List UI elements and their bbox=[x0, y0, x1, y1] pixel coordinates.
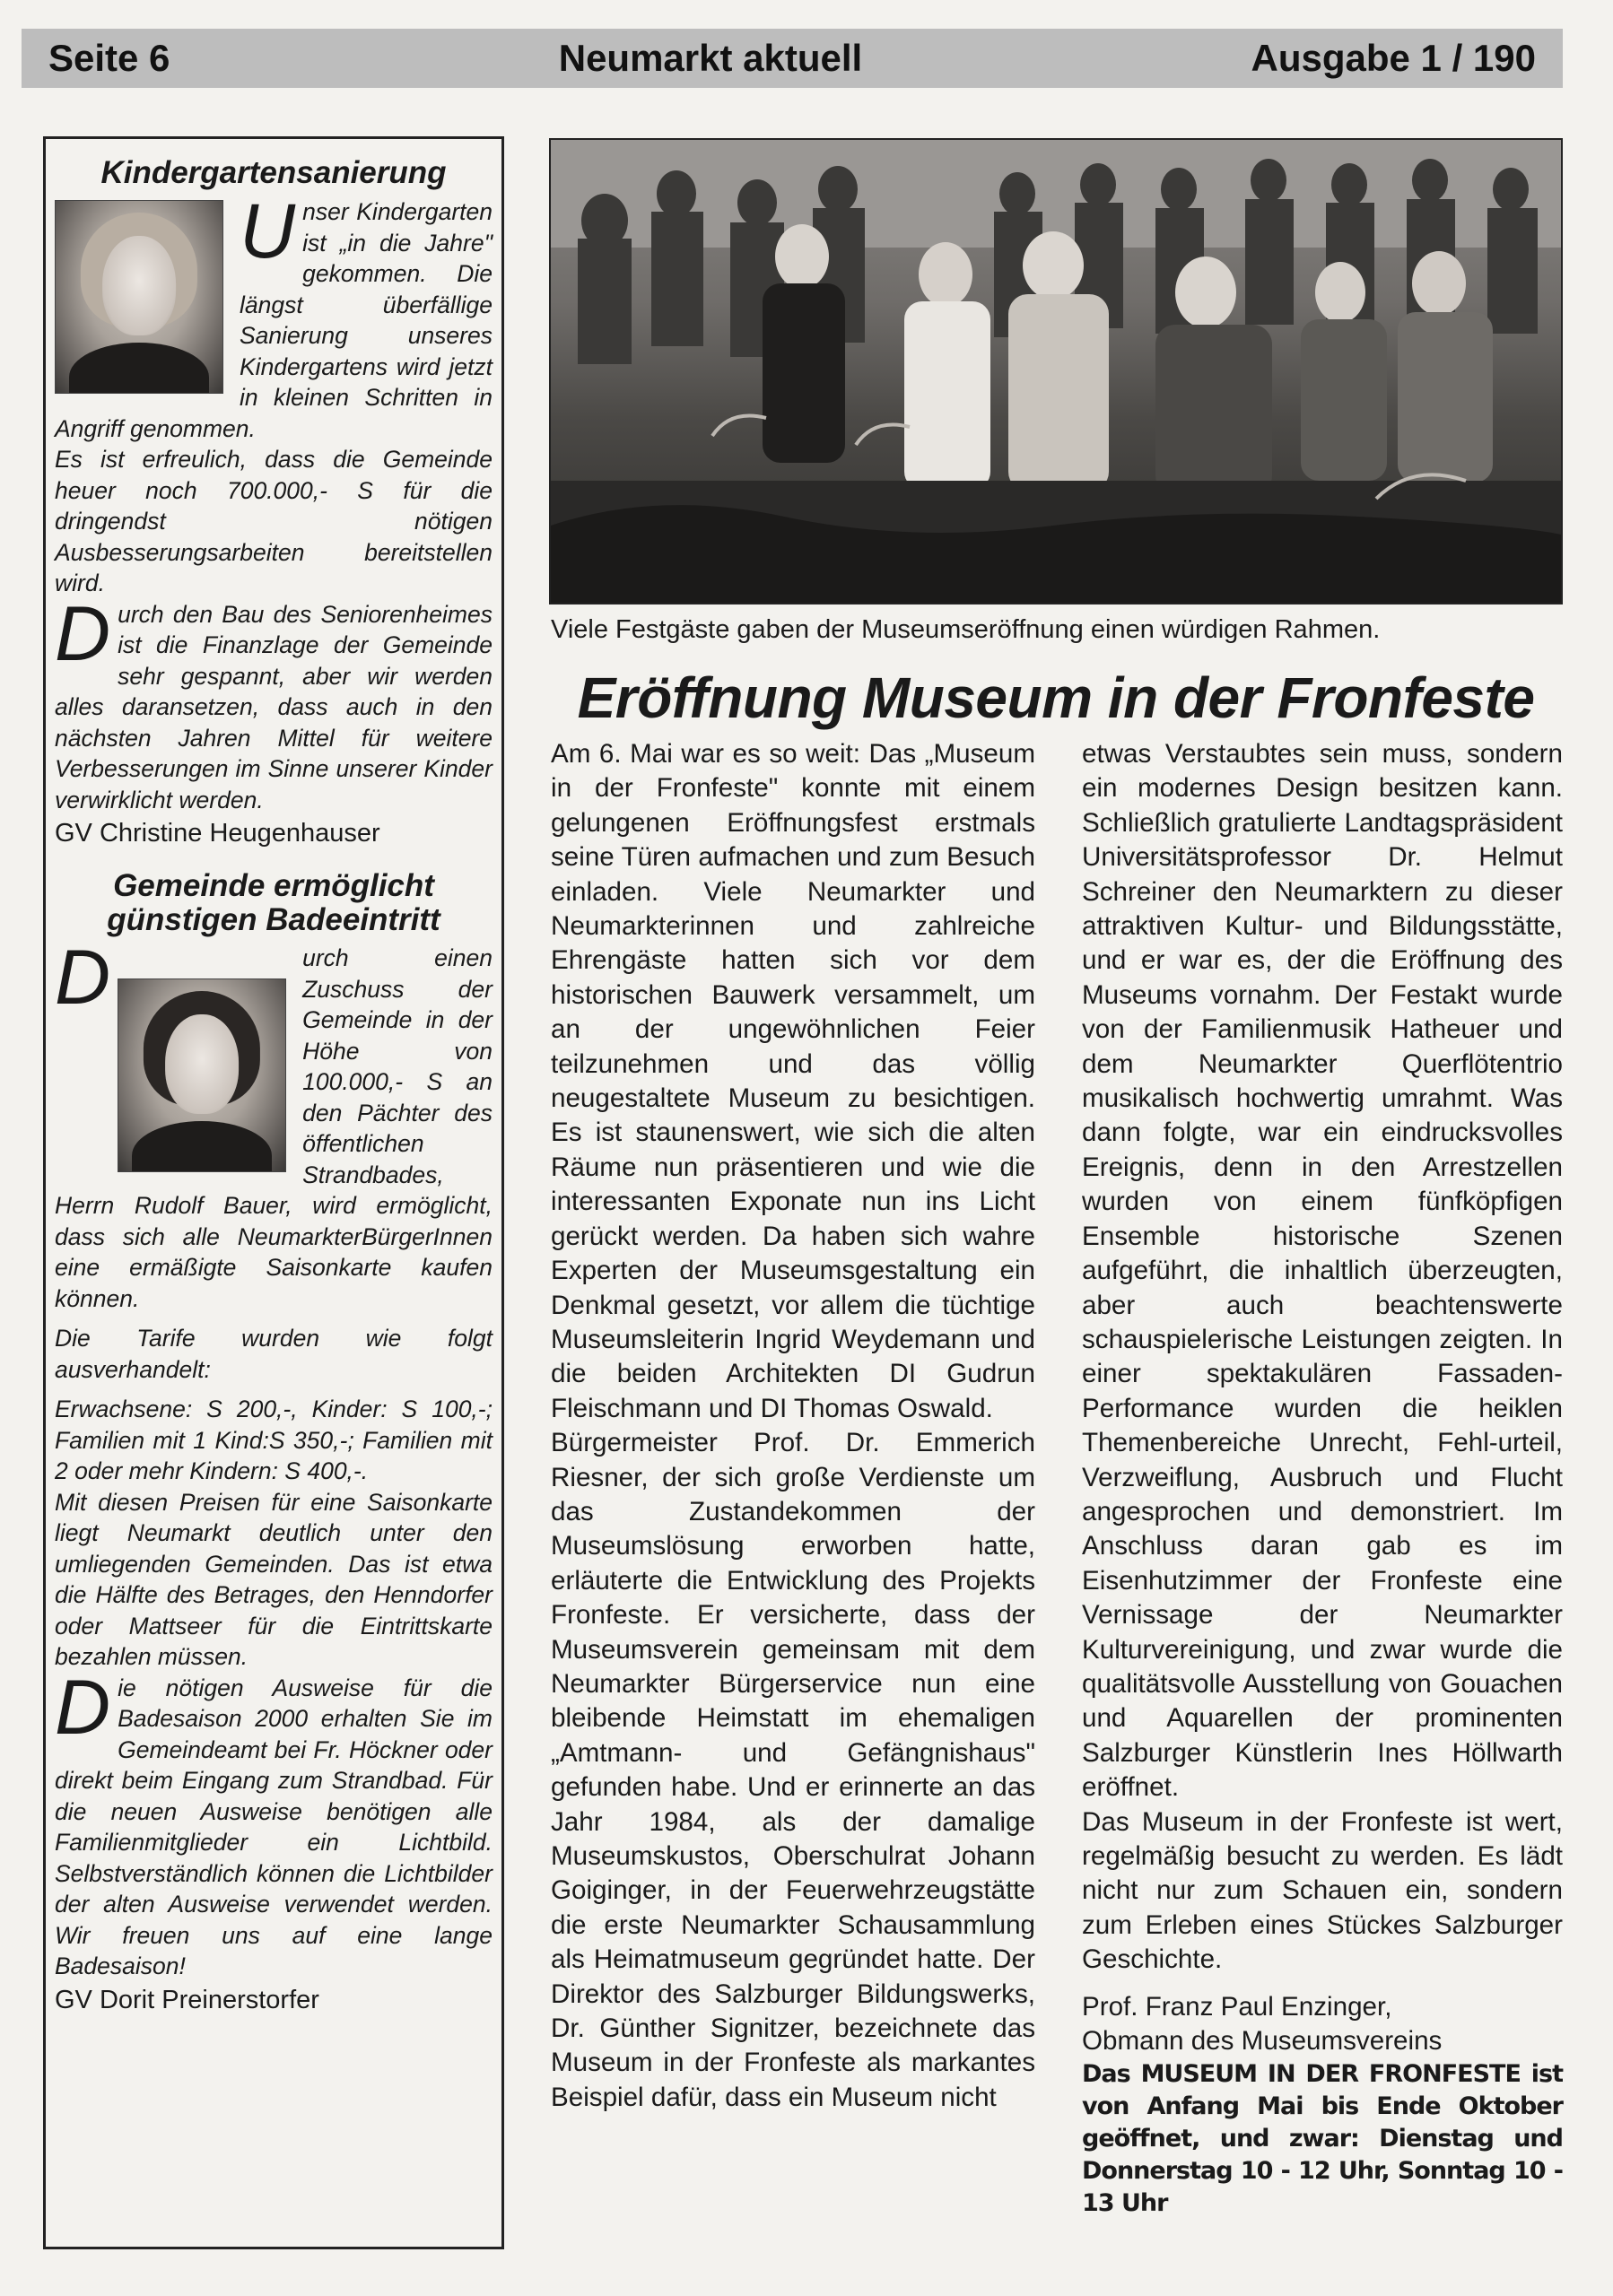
article-column-1 bbox=[551, 737, 1035, 2115]
article-paragraph: Mit diesen Preisen für eine Saisonkarte liegt Neumarkt deutlich unter den umliegenden Gemeinden. Das ist etwa die Hälfte des Betrages, den Henndorfer oder Mattseer für die Eintrittskarte bezahlen müssen. bbox=[55, 1488, 493, 1670]
article-paragraph: Am 6. Mai war es so weit: Das „Museum in der Fronfeste" konnte mit einem gelungenen Eröffnungsfest erstmals seine Türen aufmachen und zum Besuch einladen. Viele Neumarkter und Neumarkterinnen und zahlreiche Ehrengäste hatten sich vor dem historischen Bauwerk versammelt, um an der ungewöhnlichen Feier teilzunehmen und das völlig neugestaltete Museum zu besichtigen. Es ist staunenswert, wie sich die alten Räume nun präsentieren und wie die interessanten Exponate nun ins Licht gerückt werden. Da haben sich wahre Experten der Museumsgestaltung ein Denkmal gesetzt, vor allem die tüchtige Museumsleiterin Ingrid Weydemann und die beiden Architekten DI Gudrun Fleischmann und DI Thomas Oswald. bbox=[551, 739, 1035, 1423]
drop-cap: D bbox=[55, 1664, 111, 1751]
article-paragraph: Die nötigen Ausweise für die Badesaison 2000 erhalten Sie im Gemeindeamt bei Fr. Höckner oder direkt beim Eingang zum Strandbad. Für die neuen Ausweise benötigen alle Familienmitglieder ein Lichtbild. Selbstverständlich können die Lichtbilder der alten Ausweise verwendet werden. Wir freuen uns auf eine lange Badesaison! bbox=[55, 1664, 493, 1979]
main-headline: Eröffnung Museum in der Fronfeste bbox=[577, 665, 1535, 730]
drop-cap: D bbox=[55, 935, 111, 1021]
drop-cap: U bbox=[240, 188, 296, 274]
page-number: Seite 6 bbox=[48, 37, 170, 79]
page-header bbox=[22, 29, 1563, 88]
drop-cap: D bbox=[55, 590, 111, 677]
article-body-badeeintritt: D urch einen Zuschuss der Gemeinde in der Höhe von 100.000,- S an den Pächter des öffentlichen Strandbades, Herrn Rudolf Bauer, wird ermöglicht, dass sich alle NeumarkterBürgerInnen eine ermäßigte Saisonkarte kaufen können. bbox=[55, 935, 493, 1312]
article-paragraph: Es ist erfreulich, dass die Gemeinde heuer noch 700.000,- S für die dringendst nötigen Ausbesserungsarbeiten bereitstellen wird. bbox=[55, 446, 493, 596]
event-photo-illustration bbox=[551, 140, 1561, 603]
article-column-2 bbox=[1082, 737, 1563, 2220]
tariff-list: Erwachsene: S 200,-, Kinder: S 100,-; Familien mit 1 Kind:S 350,-; Familien mit 2 oder mehr Kindern: S 400,-. bbox=[55, 1396, 493, 1484]
article-paragraph: Durch den Bau des Seniorenheimes ist die Finanzlage der Gemeinde sehr gespannt, aber wir werden alles daransetzen, dass auch in den nächsten Jahren Mittel für weitere Verbesserungen im Sinne unserer Kinder verwirklicht werden. bbox=[55, 590, 493, 813]
author-name: Prof. Franz Paul Enzinger, bbox=[1082, 1991, 1392, 2022]
article-paragraph: etwas Verstaubtes sein muss, sondern ein modernes Design besitzen kann. Schließlich gratulierte Landtagspräsident Universitätsprofessor Dr. Helmut Schreiner den Neumarktern zu dieser attraktiven Kultur- und Bildungsstätte, und er war es, der die Eröffnung des Museums vornahm. Der Festakt wurde von der Familienmusik Hatheuer und dem Neumarkter Querflötentrio musikalisch hochwertig umrahmt. Was dann folgte, war ein eindrucksvolles Ereignis, denn in den Arrestzellen wurden von einem fünfköpfigen Ensemble historische Szenen aufgeführt, die inhaltlich überzeugten, aber auch beachtenswerte schauspielerische Leistungen zeigten. In einer spektakulären Fassaden-Performance wurden die heiklen Themenbereiche Unrecht, Fehl-urteil, Verzweiflung, Ausbruch und Flucht angesprochen und demonstriert. Im Anschluss daran gab es im Eisenhutzimmer der Fronfeste eine Vernissage der Neumarkter Kulturvereinigung, und zwar wurde die qualitätsvolle Ausstellung von Gouachen und Aquarellen der prominenten Salzburger Künstlerin Ines Höllwarth eröffnet. bbox=[1082, 739, 1563, 1803]
author-role: Obmann des Museumsvereins bbox=[1082, 2026, 1443, 2057]
article-body-kindergarten: Unser Kindergarten ist „in die Jahre" gekommen. Die längst überfällige Sanierung unseres Kindergartens wird jetzt in kleinen Schritten in Angriff genommen. bbox=[55, 188, 493, 442]
photo-caption: Viele Festgäste gaben der Museumseröffnung einen würdigen Rahmen. bbox=[551, 615, 1381, 644]
author-signature: GV Christine Heugenhauser bbox=[55, 819, 380, 848]
article-paragraph: Das Museum in der Fronfeste ist wert, regelmäßig besucht zu werden. Es lädt nicht nur zum Schauen ein, sondern zum Erleben eines Stückes Salzburger Geschichte. bbox=[1082, 1806, 1563, 1975]
event-photo bbox=[549, 138, 1563, 604]
article-paragraph: Die Tarife wurden wie folgt ausverhandelt: bbox=[55, 1325, 493, 1383]
article-title-badeeintritt: Gemeinde ermöglicht günstigen Badeeintritt bbox=[107, 868, 440, 937]
portrait-photo-preinerstorfer bbox=[118, 978, 286, 1172]
article-title-kindergarten: Kindergartensanierung bbox=[100, 155, 447, 190]
publication-title: Neumarkt aktuell bbox=[558, 37, 863, 79]
left-column-content bbox=[55, 155, 493, 2016]
article-paragraph: Bürgermeister Prof. Dr. Emmerich Riesner, der sich große Verdienste um das Zustandekommen der Museumslösung erworben hatte, erläuterte die Entwicklung des Projekts Fronfeste. Er versicherte, dass der Museumsverein gemeinsam mit dem Neumarkter Bürgerservice nun eine bleibende Heimstatt im ehemaligen „Amtmann- und Gefängnishaus" gefunden habe. Und er erinnerte an das Jahr 1984, als der damalige Museumskustos, Oberschulrat Johann Goiginger, in der Feuerwehrzeugstätte die erste Neumarkter Schausammlung als Heimatmuseum gegründet hatte. Der Direktor des Salzburger Bildungswerks, Dr. Günther Signitzer, bezeichnete das Museum in der Fronfeste als markantes Beispiel dafür, dass ein Museum nicht bbox=[551, 1428, 1035, 2112]
opening-hours-notice: Das MUSEUM IN DER FRONFESTE ist von Anfang Mai bis Ende Oktober geöffnet, und zwar: Dienstag und Donnerstag 10 - 12 Uhr, Sonntag 10 - 13 Uhr bbox=[1082, 2060, 1563, 2218]
issue-number: Ausgabe 1 / 190 bbox=[1251, 37, 1536, 79]
author-signature: GV Dorit Preinerstorfer bbox=[55, 1985, 319, 2014]
left-sidebar-box bbox=[43, 136, 504, 2249]
portrait-photo-heugenhauser bbox=[55, 200, 223, 394]
